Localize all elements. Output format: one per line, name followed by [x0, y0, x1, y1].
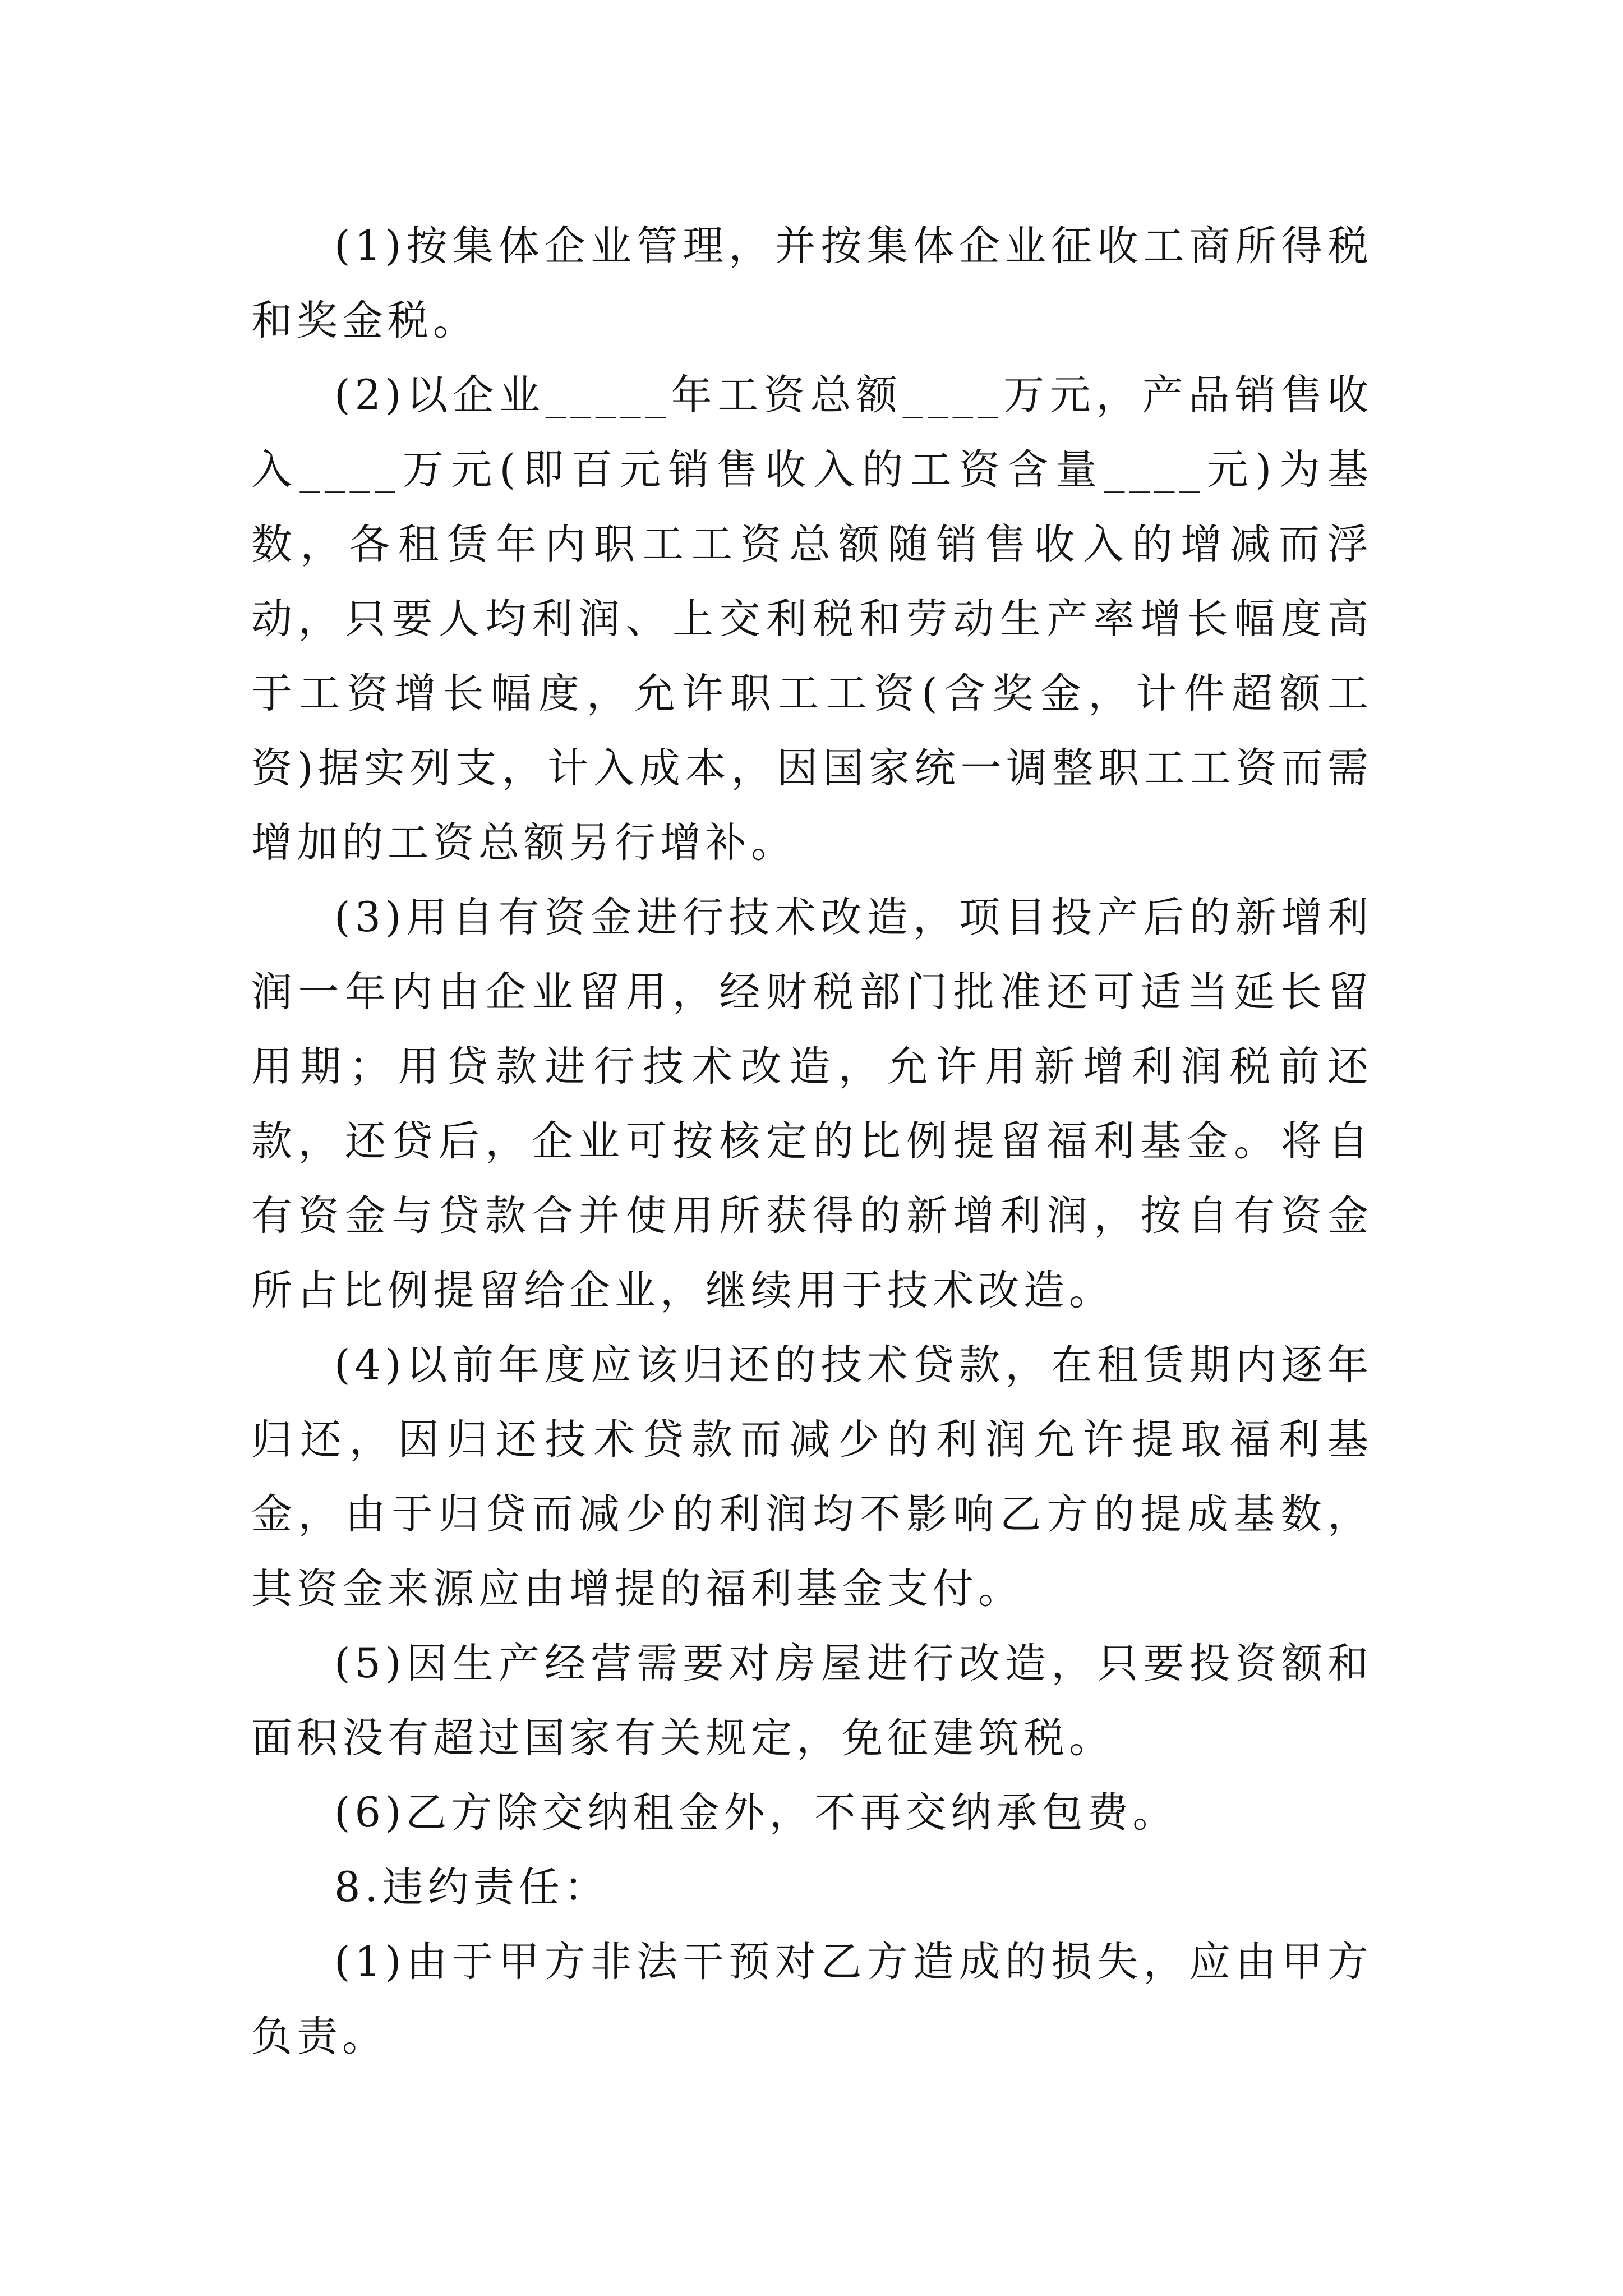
paragraph-party-a-liability: (1)由于甲方非法干预对乙方造成的损失，应由甲方负责。	[251, 1938, 1373, 2060]
paragraph-building-renovation: (5)因生产经营需要对房屋进行改造，只要投资额和面积没有超过国家有关规定，免征建筑税。	[251, 1640, 1373, 1762]
paragraph-loan-repayment: (4)以前年度应该归还的技术贷款，在租赁期内逐年归还，因归还技术贷款而减少的利润允许提取福利基金，由于归贷而减少的利润均不影响乙方的提成基数，其资金来源应由增提的福利基金支付。	[251, 1341, 1373, 1613]
paragraph-tax-collective: (1)按集体企业管理，并按集体企业征收工商所得税和奖金税。	[251, 222, 1373, 344]
section-heading-liability: 8.违约责任：	[334, 1864, 610, 1911]
document-body	[251, 209, 1373, 2074]
paragraph-tech-upgrade: (3)用自有资金进行技术改造，项目投产后的新增利润一年内由企业留用，经财税部门批准还可适当延长留用期；用贷款进行技术改造，允许用新增利润税前还款，还贷后，企业可按核定的比例提留福利基金。将自有资金与贷款合并使用所获得的新增利润，按自有资金所占比例提留给企业，继续用于技术改造。	[251, 894, 1373, 1314]
paragraph-wage-base: (2)以企业_____年工资总额____万元，产品销售收入____万元(即百元销售收入的工资含量____元)为基数，各租赁年内职工工资总额随销售收入的增减而浮动，只要人均利润、上交利税和劳动生产率增长幅度高于工资增长幅度，允许职工工资(含奖金，计件超额工资)据实列支，计入成本，因国家统一调整职工工资而需增加的工资总额另行增补。	[251, 371, 1373, 867]
paragraph-contract-fee: (6)乙方除交纳租金外，不再交纳承包费。	[334, 1789, 1178, 1837]
